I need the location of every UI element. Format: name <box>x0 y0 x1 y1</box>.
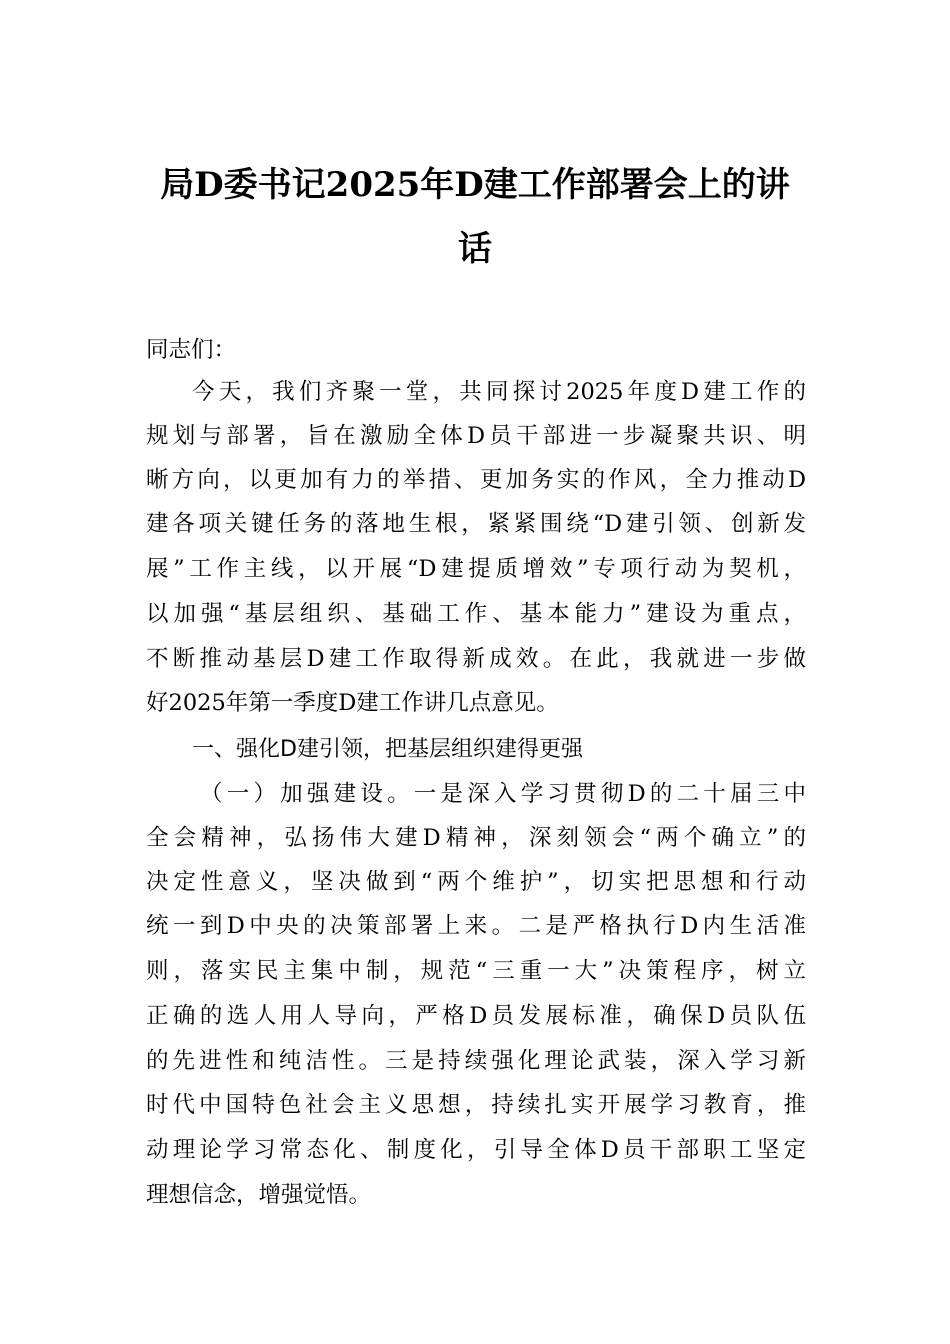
intro-paragraph-line: 建各项关键任务的落地生根，紧紧围绕“D建引领、创新发 <box>146 511 806 537</box>
subsection-1-line: 统一到D中央的决策部署上来。二是严格执行D内生活准 <box>146 913 806 939</box>
section-1-heading: 一、强化D建引领，把基层组织建得更强 <box>192 737 583 762</box>
intro-paragraph-line: 规划与部署，旨在激励全体D员干部进一步凝聚共识、明 <box>146 423 806 449</box>
intro-paragraph-line: 晰方向，以更加有力的举措、更加务实的作风，全力推动D <box>146 467 806 493</box>
intro-paragraph-line: 以加强“基层组织、基础工作、基本能力”建设为重点， <box>146 601 806 627</box>
subsection-1-line: 的先进性和纯洁性。三是持续强化理论武装，深入学习新 <box>146 1048 806 1074</box>
intro-paragraph-line: 好2025年第一季度D建工作讲几点意见。 <box>146 690 559 716</box>
document-title-line-2: 话 <box>458 229 492 269</box>
intro-paragraph-line: 今天，我们齐聚一堂，共同探讨2025年度D建工作的 <box>192 379 806 405</box>
salutation: 同志们： <box>146 337 237 363</box>
subsection-1-line: 动理论学习常态化、制度化，引导全体D员干部职工坚定 <box>146 1137 806 1163</box>
subsection-1-line: 则，落实民主集中制，规范“三重一大”决策程序，树立 <box>146 958 806 984</box>
subsection-1-line: （一）加强建设。一是深入学习贯彻D的二十届三中 <box>200 781 806 807</box>
subsection-1-line: 时代中国特色社会主义思想，持续扎实开展学习教育，推 <box>146 1092 806 1118</box>
document-title-line-1: 局D委书记2025年D建工作部署会上的讲 <box>160 165 790 205</box>
subsection-1-line: 理想信念，增强觉悟。 <box>146 1182 372 1208</box>
subsection-1-line: 正确的选人用人导向，严格D员发展标准，确保D员队伍 <box>146 1003 806 1029</box>
subsection-1-line: 全会精神，弘扬伟大建D精神，深刻领会“两个确立”的 <box>146 825 806 851</box>
subsection-1-line: 决定性意义，坚决做到“两个维护”，切实把思想和行动 <box>146 869 806 895</box>
intro-paragraph-line: 不断推动基层D建工作取得新成效。在此，我就进一步做 <box>146 646 806 672</box>
intro-paragraph-line: 展”工作主线，以开展“D建提质增效”专项行动为契机， <box>146 556 806 582</box>
